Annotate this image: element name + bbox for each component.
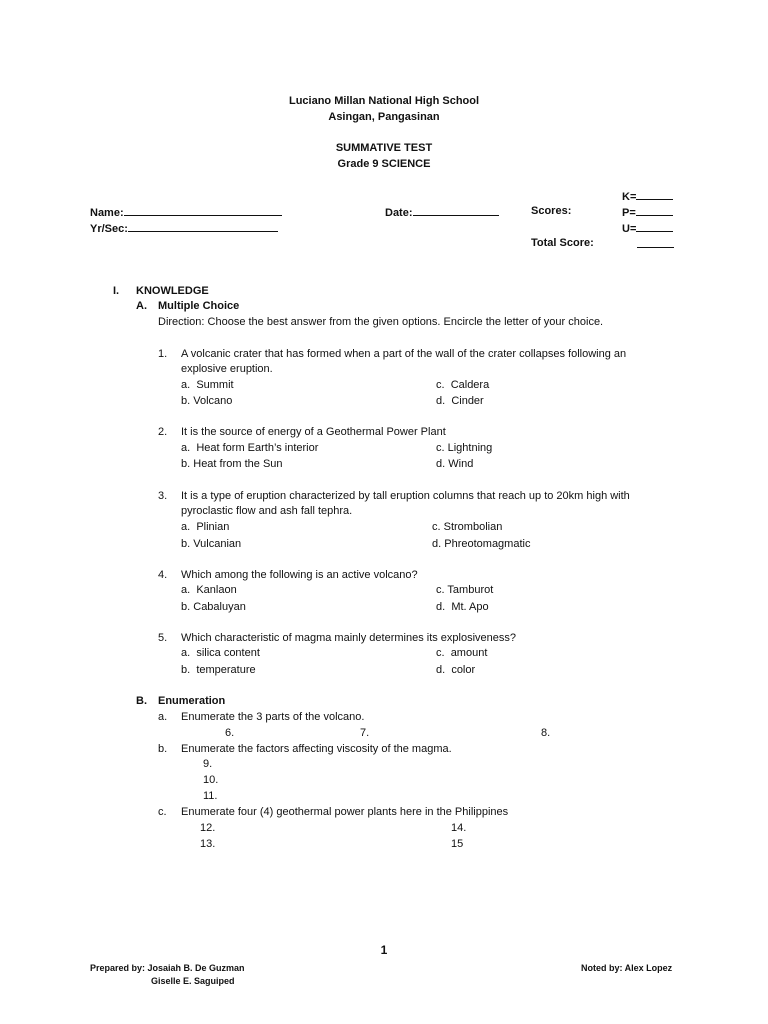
option[interactable] xyxy=(436,441,492,455)
name-label: Name: xyxy=(90,207,124,219)
question-text: explosive eruption. xyxy=(181,363,273,375)
option-letter: b. xyxy=(181,538,191,550)
option-text: silica content xyxy=(196,647,260,659)
part-a-title: Multiple Choice xyxy=(158,300,240,312)
option-letter: b. xyxy=(181,601,191,613)
noted-by: Noted by: Alex Lopez xyxy=(581,963,673,973)
part-b-title: Enumeration xyxy=(158,695,226,707)
option[interactable] xyxy=(181,646,260,660)
enum-item-letter: b. xyxy=(158,743,168,755)
option-letter: c. xyxy=(436,647,445,659)
option-text: Summit xyxy=(196,379,234,391)
option-text: Volcano xyxy=(193,395,233,407)
option-letter: a. xyxy=(181,521,191,533)
option-text: color xyxy=(451,664,476,676)
part-b-letter: B. xyxy=(136,695,147,707)
option-text: Cabaluyan xyxy=(193,601,246,613)
option-text: Tamburot xyxy=(447,584,494,596)
answer-number: 15 xyxy=(451,838,464,850)
option[interactable] xyxy=(432,537,530,551)
p-blank[interactable] xyxy=(636,204,673,216)
k-score-field xyxy=(622,188,673,204)
option-letter: d. xyxy=(436,395,446,407)
option-letter: c. xyxy=(436,379,445,391)
name-blank[interactable] xyxy=(124,204,282,216)
option-letter: a. xyxy=(181,442,191,454)
option-text: temperature xyxy=(196,664,256,676)
option-text: Caldera xyxy=(450,379,490,391)
date-blank[interactable] xyxy=(413,204,499,216)
direction-text: Direction: Choose the best answer from the given options. Encircle the letter of your choice. xyxy=(158,316,604,328)
school-location: Asingan, Pangasinan xyxy=(328,111,440,123)
total-score-label: Total Score: xyxy=(531,237,594,249)
option-letter: d. xyxy=(436,458,446,470)
option-letter: c. xyxy=(432,521,441,533)
answer-number: 10. xyxy=(203,774,219,786)
option[interactable] xyxy=(436,663,475,677)
answer-number: 13. xyxy=(200,838,216,850)
grade-subject: Grade 9 SCIENCE xyxy=(337,158,431,170)
option-letter: d. xyxy=(436,664,446,676)
option-text: Kanlaon xyxy=(196,584,237,596)
option-text: Lightning xyxy=(447,442,493,454)
answer-number: 9. xyxy=(203,758,213,770)
option-letter: a. xyxy=(181,584,191,596)
question-text: It is the source of energy of a Geothermal Power Plant xyxy=(181,426,446,438)
option[interactable] xyxy=(181,457,283,471)
option[interactable] xyxy=(181,600,246,614)
p-score-field xyxy=(622,204,673,220)
option-text: Cinder xyxy=(451,395,484,407)
school-name: Luciano Millan National High School xyxy=(288,95,480,107)
option[interactable] xyxy=(432,520,502,534)
enum-item-text: Enumerate the factors affecting viscosity of the magma. xyxy=(181,743,452,755)
answer-number: 11. xyxy=(203,790,218,802)
option-letter: c. xyxy=(436,584,445,596)
yrsec-field xyxy=(90,220,278,236)
option-letter: a. xyxy=(181,379,191,391)
option-text: Strombolian xyxy=(443,521,503,533)
section-title: KNOWLEDGE xyxy=(136,285,209,297)
total-score-field xyxy=(637,236,674,252)
question-number: 3. xyxy=(158,490,168,502)
scores-label: Scores: xyxy=(531,205,572,217)
option[interactable] xyxy=(181,394,232,408)
prepared-by: Prepared by: Josaiah B. De Guzman xyxy=(90,963,245,973)
name-field xyxy=(90,204,282,220)
p-label: P= xyxy=(622,207,636,219)
option[interactable] xyxy=(436,378,489,392)
test-title: SUMMATIVE TEST xyxy=(335,142,433,154)
total-score-blank[interactable] xyxy=(637,236,674,248)
answer-number: 8. xyxy=(541,727,551,739)
option-text: Heat form Earth’s interior xyxy=(196,442,319,454)
option-text: Vulcanian xyxy=(193,538,242,550)
date-label: Date: xyxy=(385,207,413,219)
option-text: Wind xyxy=(448,458,474,470)
question-number: 5. xyxy=(158,632,168,644)
option[interactable] xyxy=(181,583,237,597)
option[interactable] xyxy=(181,378,234,392)
option-text: Plinian xyxy=(196,521,230,533)
option[interactable] xyxy=(436,394,484,408)
option-letter: d. xyxy=(436,601,446,613)
option-letter: b. xyxy=(181,458,191,470)
option[interactable] xyxy=(181,537,241,551)
question-number: 4. xyxy=(158,569,168,581)
question-number: 2. xyxy=(158,426,168,438)
question-text: It is a type of eruption characterized by tall eruption columns that reach up to 20km high with xyxy=(181,490,630,502)
option-letter: b. xyxy=(181,395,191,407)
option[interactable] xyxy=(436,457,473,471)
enum-item-letter: a. xyxy=(158,711,168,723)
section-numeral: I. xyxy=(113,285,120,297)
option[interactable] xyxy=(181,520,229,534)
option-text: amount xyxy=(450,647,488,659)
k-label: K= xyxy=(622,191,637,203)
option-text: Mt. Apo xyxy=(451,601,489,613)
u-blank[interactable] xyxy=(636,220,673,232)
option-text: Heat from the Sun xyxy=(193,458,283,470)
part-a-letter: A. xyxy=(136,300,147,312)
option[interactable] xyxy=(436,583,493,597)
option[interactable] xyxy=(181,663,256,677)
answer-number: 7. xyxy=(360,727,370,739)
option-text: Phreotomagmatic xyxy=(444,538,531,550)
option-letter: a. xyxy=(181,647,191,659)
answer-number: 14. xyxy=(451,822,467,834)
prepared-by-second: Giselle E. Saguiped xyxy=(151,976,235,986)
option[interactable] xyxy=(436,600,489,614)
page-number: 1 xyxy=(380,943,388,957)
question-number: 1. xyxy=(158,348,168,360)
question-text: Which characteristic of magma mainly determines its explosiveness? xyxy=(181,632,517,644)
enum-item-text: Enumerate four (4) geothermal power plants here in the Philippines xyxy=(181,806,509,818)
question-text: pyroclastic flow and ash fall tephra. xyxy=(181,505,353,517)
u-label: U= xyxy=(622,223,637,235)
k-blank[interactable] xyxy=(636,188,673,200)
date-field xyxy=(385,204,499,220)
yrsec-blank[interactable] xyxy=(128,220,278,232)
question-text: A volcanic crater that has formed when a part of the wall of the crater collapses following an xyxy=(181,348,627,360)
yrsec-label: Yr/Sec: xyxy=(90,223,128,235)
enum-item-text: Enumerate the 3 parts of the volcano. xyxy=(181,711,365,723)
enum-item-letter: c. xyxy=(158,806,167,818)
option-letter: c. xyxy=(436,442,445,454)
option-letter: b. xyxy=(181,664,191,676)
answer-number: 12. xyxy=(200,822,216,834)
option-letter: d. xyxy=(432,538,442,550)
u-score-field xyxy=(622,220,673,236)
answer-number: 6. xyxy=(225,727,235,739)
option[interactable] xyxy=(436,646,487,660)
question-text: Which among the following is an active volcano? xyxy=(181,569,418,581)
option[interactable] xyxy=(181,441,318,455)
